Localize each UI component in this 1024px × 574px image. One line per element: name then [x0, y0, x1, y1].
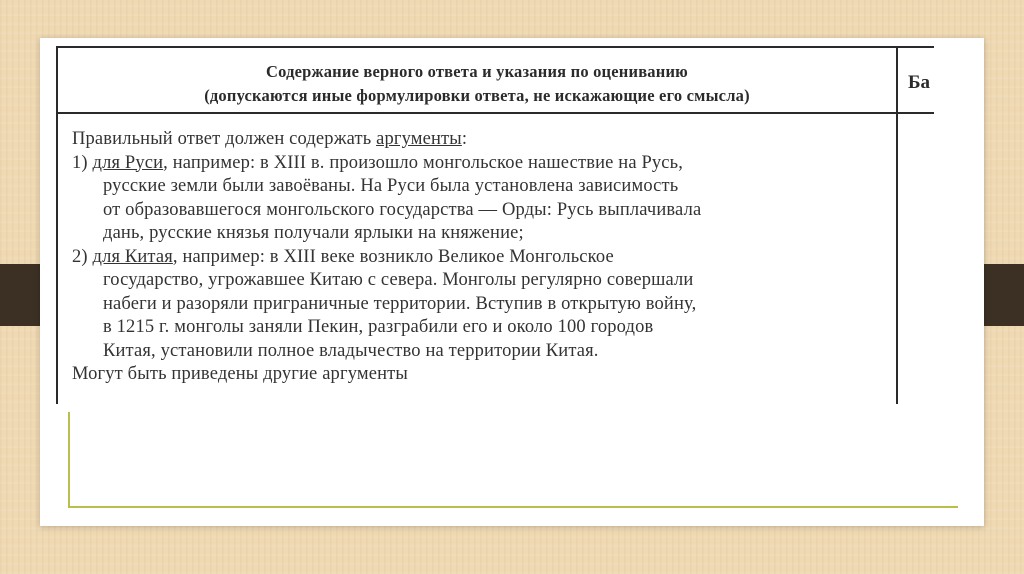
intro-prefix: Правильный ответ должен содержать [72, 129, 377, 149]
table-header-title: Содержание верного ответа и указания по оцениванию [266, 62, 688, 81]
item2-number: 2) [72, 246, 93, 267]
column-divider [896, 48, 898, 404]
item1-underlined: для Руси [92, 152, 164, 173]
item2-line: государство, угрожавшее Китаю с севера. Монголы регулярно совершали [103, 270, 694, 290]
footer-line: Могут быть приведены другие аргументы [72, 364, 408, 384]
answer-table [56, 46, 934, 404]
intro-line [72, 128, 888, 152]
item1-first-rest: , например: в XIII в. произошло монгольское нашествие на Русь, [163, 152, 684, 173]
item2-underlined: для Китая [92, 246, 173, 267]
item1-line: от образовавшегося монгольского государства — Орды: Русь выплачивала [103, 199, 702, 220]
item1-line: русские земли были завоёваны. На Руси была установлена зависимость [103, 176, 679, 196]
item2-line: в 1215 г. монголы заняли Пекин, разграбили его и около 100 городов [103, 317, 654, 337]
item2-line: набеги и разоряли приграничные территории. Вступив в открытую войну, [103, 293, 697, 314]
intro-underlined: аргументы [376, 129, 462, 149]
table-header-subtitle: (допускаются иные формулировки ответа, не искажающие его смысла) [204, 86, 750, 105]
accent-line-vertical [68, 412, 70, 508]
score-column-header: Ба [908, 72, 931, 93]
item1-line: дань, русские князья получали ярлыки на княжение; [103, 223, 524, 243]
slide [40, 38, 984, 526]
item1-first-line [72, 152, 888, 176]
header-divider [58, 112, 934, 114]
answer-body [72, 128, 888, 387]
intro-suffix: : [461, 129, 468, 149]
accent-line-horizontal [68, 506, 958, 508]
item1-number: 1) [72, 152, 93, 173]
item2-first-line [72, 246, 888, 270]
item2-line: Китая, установили полное владычество на территории Китая. [103, 340, 599, 361]
item2-first-rest: , например: в XIII веке возникло Великое Монгольское [172, 246, 614, 267]
